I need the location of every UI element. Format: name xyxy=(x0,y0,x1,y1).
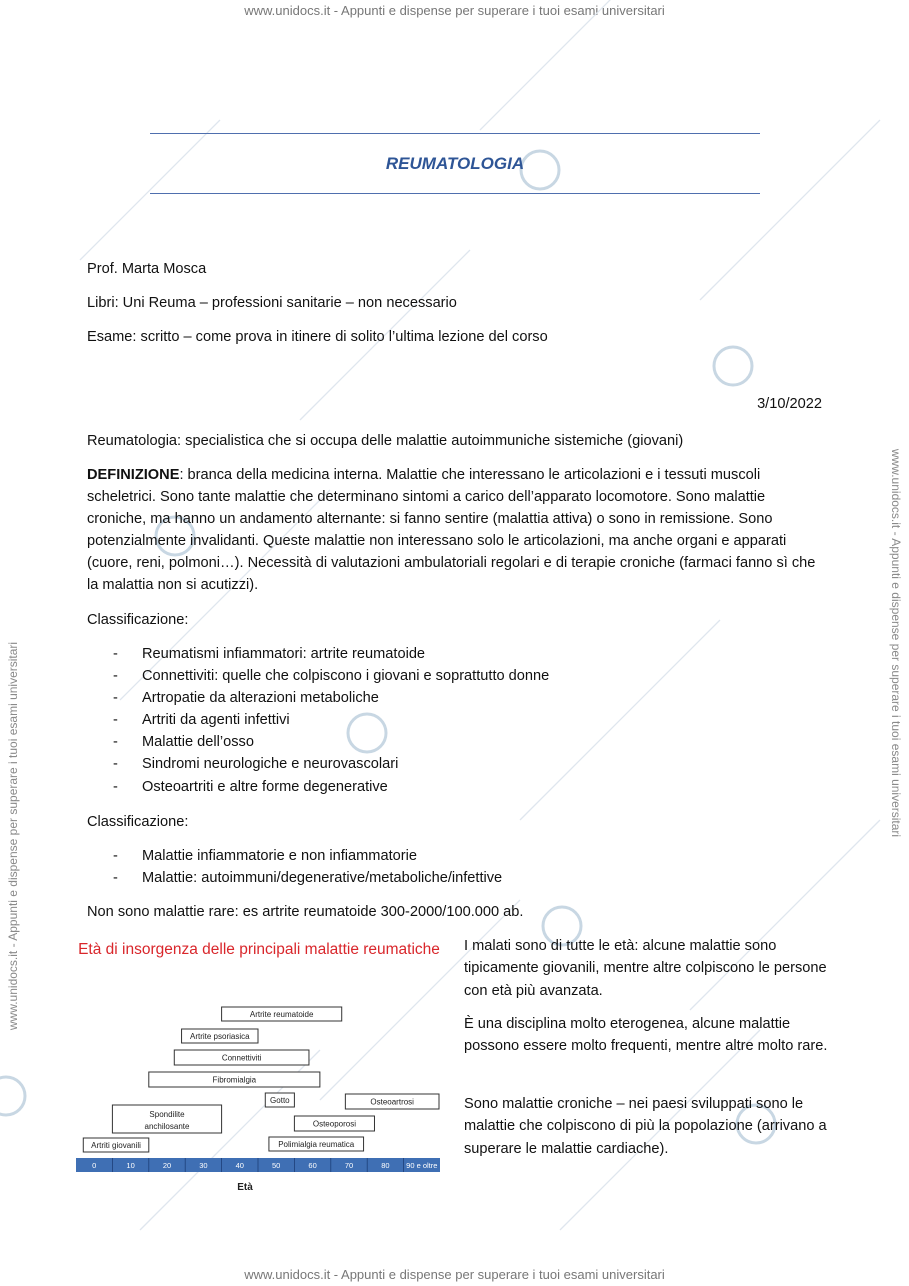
bar-label: Artrite psoriasica xyxy=(189,1032,250,1041)
list-item: - Malattie: autoimmuni/degenerative/metaboliche/infettive xyxy=(113,870,503,887)
right-paragraph-3: Sono malattie croniche – nei paesi sviluppati sono le malattie che colpiscono di più la popolazione (arrivano a superare le malattie cardiache). xyxy=(464,1096,827,1157)
tick-label: 30 xyxy=(199,1161,208,1170)
tick-label: 70 xyxy=(344,1161,354,1170)
classification-1-list xyxy=(113,643,549,798)
exam-line: Esame: scritto – come prova in itinere di solito l’ultima lezione del corso xyxy=(87,329,548,345)
list-item: - Connettiviti: quelle che colpiscono i giovani e soprattutto donne xyxy=(113,668,550,685)
definition-text: : branca della medicina interna. Malattie che interessano le articolazioni e i tessuti muscoli scheletrici. Sono tante malattie che determinano sintomi a carico dell’apparato locomotore. Sono malattie croniche, ma hanno un andamento alternante: si fanno sentire (malattia attiva) o sono in remissione. Sono potenzialmente invalidanti. Queste malattie non interessano solo le articolazioni, ma anche organi e apparati (cuore, reni, polmoni…). Necessità di valutazioni ambulatoriali regolari e di terapie croniche (farmaci fanno sì che la malattia non si acutizzi). xyxy=(87,467,816,593)
bar-label: Fibromialgia xyxy=(212,1075,257,1085)
list-item: - Malattie infiammatorie e non infiammatorie xyxy=(113,848,417,864)
books-line: Libri: Uni Reuma – professioni sanitarie – non necessario xyxy=(87,295,457,311)
watermark-bottom: www.unidocs.it - Appunti e dispense per superare i tuoi esami universitari xyxy=(244,1267,665,1282)
bar-label: Osteoartrosi xyxy=(370,1097,414,1107)
tick-label: 60 xyxy=(308,1161,317,1170)
tick-label: 80 xyxy=(381,1161,390,1170)
intro-line: Reumatologia: specialistica che si occupa delle malattie autoimmuniche sistemiche (giovani) xyxy=(87,433,684,449)
bar-label: Polimialgia reumatica xyxy=(278,1140,355,1149)
tick-label: 90 e oltre xyxy=(406,1161,438,1170)
age-onset-chart xyxy=(74,1000,442,1198)
bar-label: anchilosante xyxy=(144,1122,190,1131)
bar-label: Osteoporosi xyxy=(312,1119,357,1129)
title-rule-top xyxy=(150,133,760,134)
page-title: REUMATOLOGIA xyxy=(385,154,525,173)
classification-2-list xyxy=(113,845,502,889)
chart-title: Età di insorgenza delle principali malattie reumatiche xyxy=(78,941,440,958)
right-paragraph-1: I malati sono di tutte le età: alcune malattie sono tipicamente giovanili, mentre altre colpiscono le persone con età più avanzata. xyxy=(464,938,827,999)
tick-label: 10 xyxy=(126,1161,135,1170)
rare-line: Non sono malattie rare: es artrite reumatoide 300-2000/100.000 ab. xyxy=(87,904,524,920)
classification-1-label: Classificazione: xyxy=(87,612,189,628)
list-item: - Reumatismi infiammatori: artrite reumatoide xyxy=(113,646,426,662)
right-paragraph-2: È una disciplina molto eterogenea, alcune malattie possono essere molto frequenti, mentre altre molto rare. xyxy=(464,1016,828,1055)
list-item: - Malattie dell’osso xyxy=(113,734,254,751)
x-axis-label: Età xyxy=(237,1182,253,1193)
watermark-top: www.unidocs.it - Appunti e dispense per superare i tuoi esami universitari xyxy=(244,3,665,18)
watermark-left: www.unidocs.it - Appunti e dispense per superare i tuoi esami universitari xyxy=(6,641,20,1031)
list-item: - Artropatie da alterazioni metaboliche xyxy=(113,690,379,707)
professor-line: Prof. Marta Mosca xyxy=(87,261,207,277)
definition-label: DEFINIZIONE xyxy=(87,467,180,483)
bar-label: Connettiviti xyxy=(221,1053,262,1063)
classification-2-label: Classificazione: xyxy=(87,814,189,830)
watermark-right: www.unidocs.it - Appunti e dispense per superare i tuoi esami universitari xyxy=(889,448,903,838)
list-item: - Artriti da agenti infettivi xyxy=(113,712,290,729)
tick-label: 0 xyxy=(92,1161,97,1170)
tick-label: 20 xyxy=(162,1161,172,1170)
tick-label: 40 xyxy=(235,1161,244,1170)
tick-label: 50 xyxy=(272,1161,281,1170)
bar-label: Spondilite xyxy=(149,1110,185,1119)
list-item: - Sindromi neurologiche e neurovascolari xyxy=(113,756,399,773)
list-item: - Osteoartriti e altre forme degenerative xyxy=(113,778,388,795)
bar-label: Artrite reumatoide xyxy=(249,1010,314,1019)
title-rule-bottom xyxy=(150,193,760,194)
bar-label: Gotto xyxy=(270,1096,290,1105)
definition-paragraph xyxy=(87,464,827,596)
lecture-date: 3/10/2022 xyxy=(757,396,822,412)
bar-label: Artriti giovanili xyxy=(91,1141,141,1150)
